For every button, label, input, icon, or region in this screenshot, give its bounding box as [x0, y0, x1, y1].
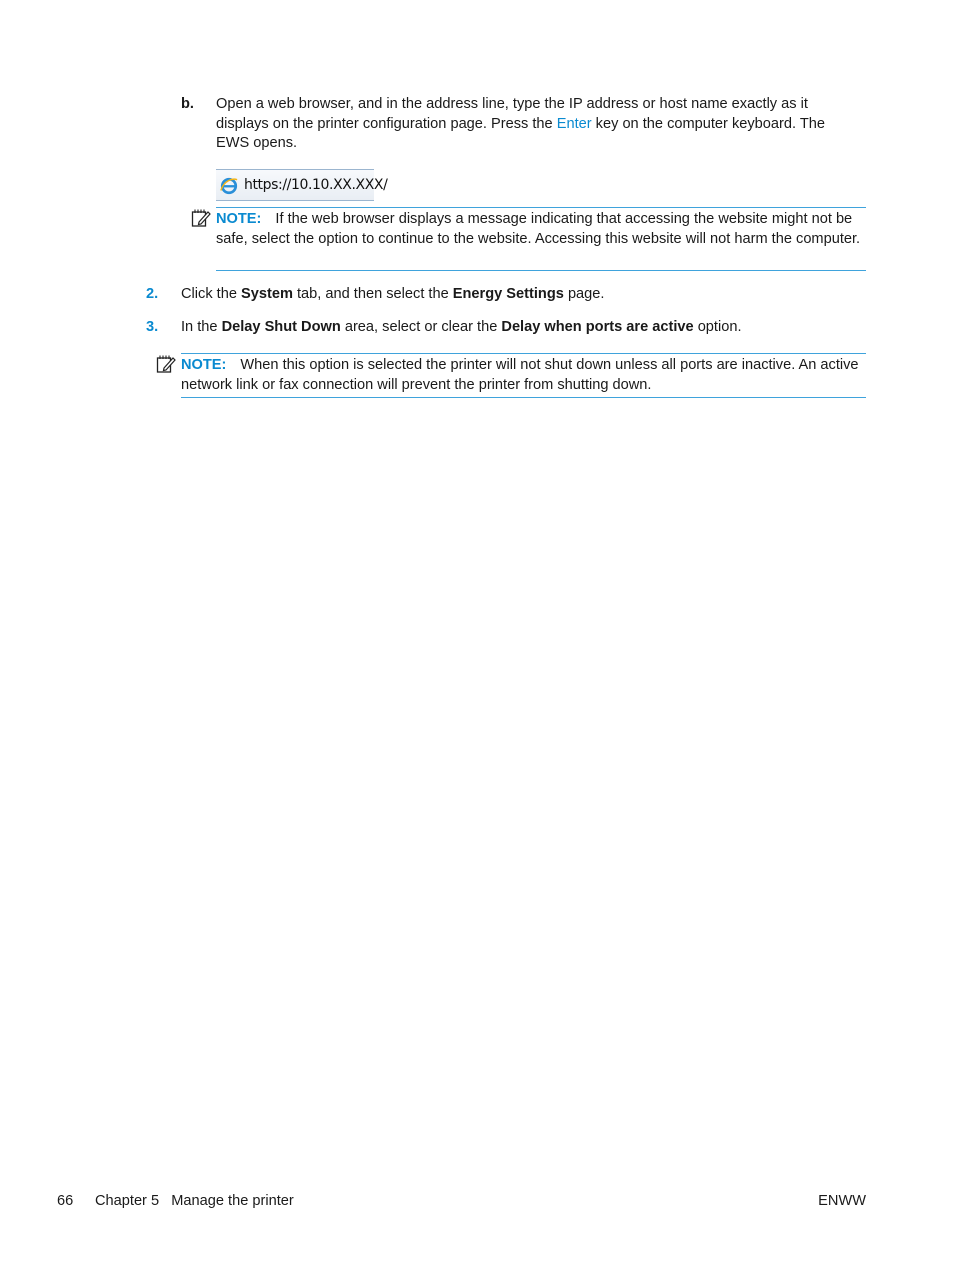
note1-bottom-rule: [216, 270, 866, 271]
footer-enww: ENWW: [818, 1193, 866, 1209]
note1-text: If the web browser displays a message indicating that accessing the website might not be safe, select the option to continue to the website. Accessing this website will not harm the computer.: [216, 211, 861, 247]
footer-chapter: Chapter 5 Manage the printer: [95, 1193, 294, 1209]
step2-text: [181, 285, 861, 305]
note2-bottom-rule: [181, 397, 866, 398]
step-b-text-after: key on the computer keyboard. The EWS opens.: [216, 115, 825, 152]
enter-key-link[interactable]: Enter: [556, 115, 592, 132]
delay-ports-active-ref: Delay when ports are active: [501, 319, 694, 335]
note2-text: When this option is selected the printer will not shut down unless all ports are inactive. An active network link or fax connection will prevent the printer from shutting down.: [181, 357, 859, 393]
note1-label: NOTE:: [216, 211, 262, 227]
step3-number: 3.: [146, 319, 159, 335]
address-bar-image: [216, 169, 388, 201]
delay-shut-down-ref: Delay Shut Down: [221, 319, 341, 335]
note1-body: [216, 210, 866, 249]
step-b-text-before: Open a web browser, and in the address line, type the IP address or host name exactly as it displays on the printer configuration page. Press the: [216, 96, 808, 132]
step3-text-3: option.: [693, 319, 742, 335]
note-icon: [156, 354, 176, 374]
step3-text-2: area, select or clear the: [340, 319, 502, 335]
step-b-label: b.: [181, 96, 194, 112]
note2-label: NOTE:: [181, 357, 227, 373]
note1-top-rule: [216, 207, 866, 208]
energy-settings-ref: Energy Settings: [452, 286, 564, 302]
step3-text-1: In the: [181, 319, 222, 335]
step2-number: 2.: [146, 286, 159, 302]
note2-top-rule: [181, 353, 866, 354]
internet-explorer-icon: [220, 177, 238, 195]
step3-text: [181, 318, 861, 338]
note2-body: [181, 356, 866, 395]
address-url: https://10.10.XX.XXX/: [244, 177, 388, 193]
footer-page-number: 66: [57, 1193, 74, 1209]
step2-text-1: Click the: [181, 286, 242, 302]
system-tab-ref: System: [241, 286, 293, 302]
step-b-text: [216, 95, 856, 154]
step2-text-2: tab, and then select the: [292, 286, 453, 302]
step2-text-3: page.: [563, 286, 605, 302]
note-icon: [191, 208, 211, 228]
